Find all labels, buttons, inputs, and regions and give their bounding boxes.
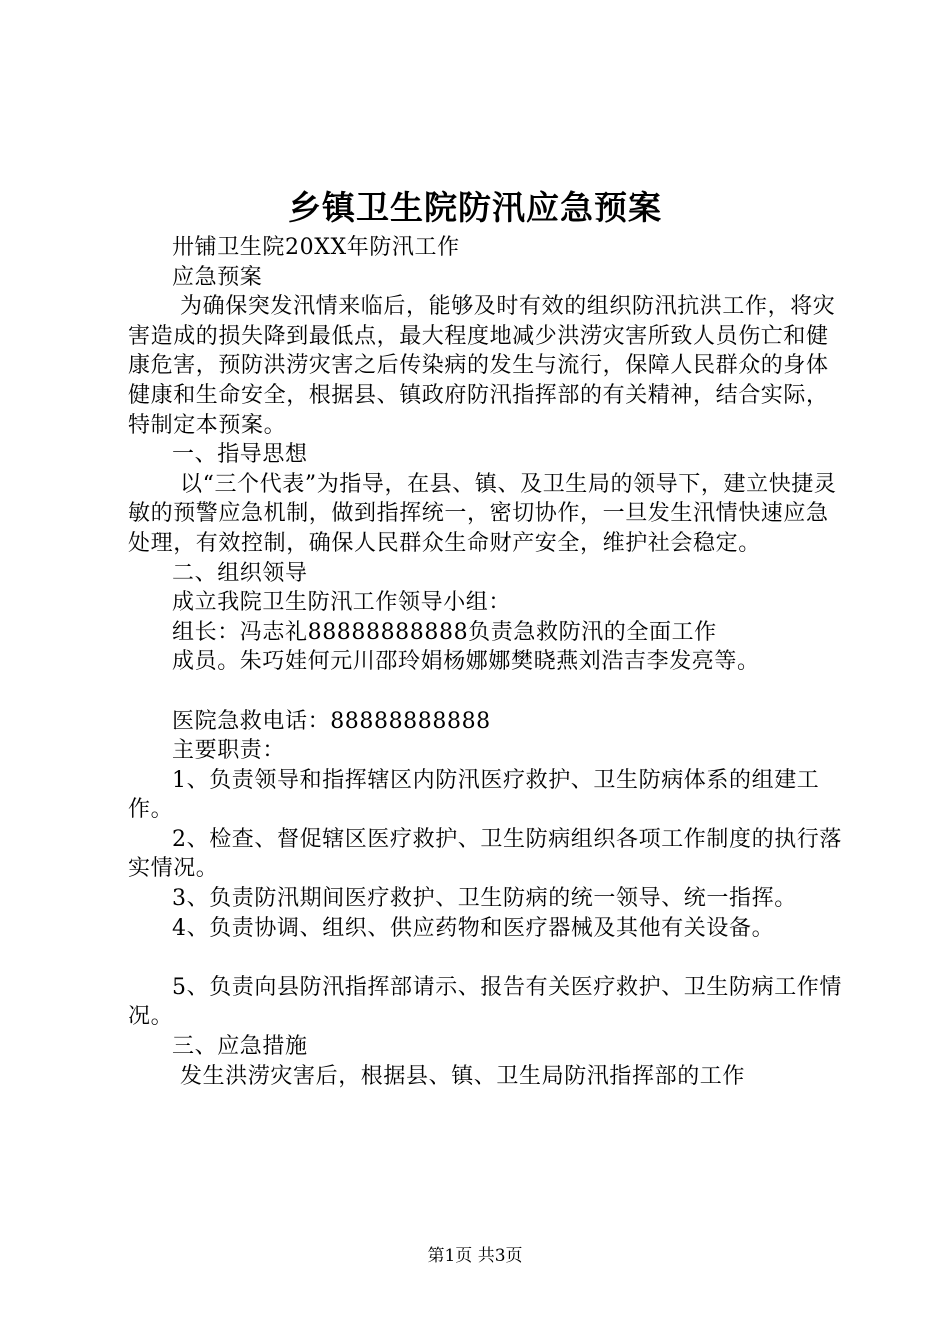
page-number-footer: 第1页 共3页 bbox=[427, 1246, 523, 1266]
document-title: 乡镇卫生院防汛应急预案 bbox=[288, 188, 662, 227]
paragraph: 主要职责： bbox=[172, 738, 286, 764]
list-item: 2、检查、督促辖区医疗救护、卫生防病组织各项工作制度的执行落实情况。 bbox=[128, 826, 842, 882]
document-body bbox=[128, 233, 844, 1091]
section-heading: 三、应急措施 bbox=[172, 1034, 308, 1060]
paragraph: 组长：冯志礼88888888888负责急救防汛的全面工作 bbox=[172, 619, 717, 645]
paragraph: 应急预案 bbox=[172, 264, 263, 290]
paragraph: 为确保突发汛情来临后，能够及时有效的组织防汛抗洪工作，将灾害造成的损失降到最低点，最大程度地减少洪涝灾害所致人员伤亡和健康危害，预防洪涝灾害之后传染病的发生与流行，保障人民群众的身体健康和生命安全，根据县、镇政府防汛指挥部的有关精神，结合实际，特制定本预案。 bbox=[128, 294, 836, 438]
paragraph: 发生洪涝灾害后，根据县、镇、卫生局防汛指挥部的工作 bbox=[180, 1063, 746, 1089]
section-heading: 一、指导思想 bbox=[172, 442, 308, 468]
paragraph: 卅铺卫生院20XX年防汛工作 bbox=[172, 235, 460, 260]
list-item: 4、负责协调、组织、供应药物和医疗器械及其他有关设备。 bbox=[172, 915, 775, 941]
list-item: 5、负责向县防汛指挥部请示、报告有关医疗救护、卫生防病工作情况。 bbox=[128, 974, 842, 1030]
paragraph: 成员。朱巧娃何元川邵玲娟杨娜娜樊晓燕刘浩吉李发亮等。 bbox=[172, 649, 760, 675]
list-item: 1、负责领导和指挥辖区内防汛医疗救护、卫生防病体系的组建工作。 bbox=[128, 767, 820, 823]
blank-line bbox=[128, 943, 844, 973]
paragraph: 成立我院卫生防汛工作领导小组： bbox=[172, 590, 512, 616]
paragraph: 医院急救电话：88888888888 bbox=[172, 708, 491, 734]
section-heading: 二、组织领导 bbox=[172, 560, 308, 586]
blank-line bbox=[128, 677, 844, 707]
paragraph: 以“三个代表”为指导，在县、镇、及卫生局的领导下，建立快捷灵敏的预警应急机制，做到指挥统一，密切协作，一旦发生汛情快速应急处理，有效控制，确保人民群众生命财产安全，维护社会稳定。 bbox=[128, 471, 837, 556]
list-item: 3、负责防汛期间医疗救护、卫生防病的统一领导、统一指挥。 bbox=[172, 886, 797, 912]
